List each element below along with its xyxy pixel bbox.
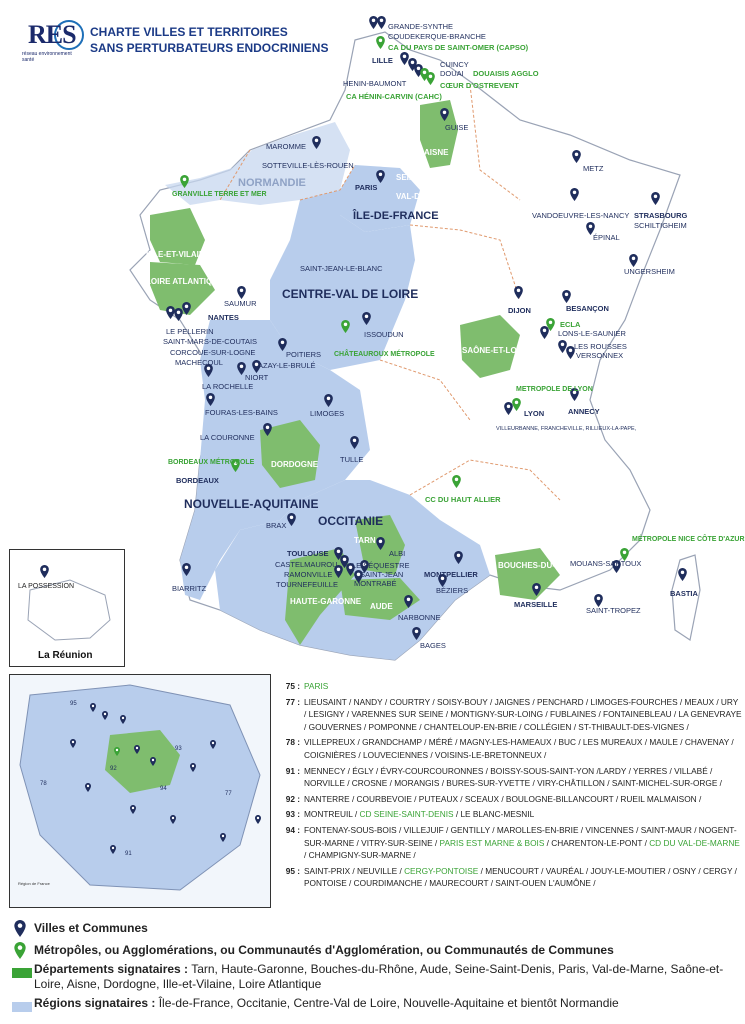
- logo-subtitle: réseau environnement santé: [22, 51, 72, 63]
- city-issoudun: ISSOUDUN: [364, 330, 404, 339]
- idf-inset-map: [10, 675, 270, 907]
- city-versonnex: VERSONNEX: [576, 351, 624, 360]
- idf-caption: Région de France: [18, 881, 50, 886]
- city-sotteville: SOTTEVILLE-LÈS-ROUEN: [262, 161, 354, 170]
- city-la-possession: LA POSSESSION: [18, 583, 75, 590]
- legend-metro-pin-icon: [14, 942, 26, 959]
- city-corcoue: CORCOUE-SUR-LOGNE: [170, 348, 256, 357]
- metro-ostrevent: CŒUR D'OSTREVENT: [440, 81, 519, 90]
- city-mouans: MOUANS-SARTOUX: [570, 559, 642, 568]
- metro-capso: CA DU PAYS DE SAINT-OMER (CAPSO): [388, 43, 529, 52]
- logo-text: RES: [28, 20, 76, 49]
- city-bages: BAGES: [420, 641, 446, 650]
- city-metz: METZ: [583, 164, 604, 173]
- city-vandoeuvre: VANDOEUVRE-LES-NANCY: [532, 211, 630, 220]
- svg-text:78: 78: [40, 781, 47, 787]
- dept-label-sel: SAÔNE-ET-LOIRE: [462, 346, 531, 355]
- metro-lyon: METROPOLE DE LYON: [516, 386, 593, 393]
- city-besancon: BESANÇON: [566, 304, 609, 313]
- city-henin: HENIN-BAUMONT: [343, 79, 407, 88]
- city-niort: NIORT: [245, 373, 269, 382]
- city-st-jean-le-blanc: SAINT-JEAN-LE-BLANC: [300, 264, 383, 273]
- city-cuincy: CUINCY: [440, 60, 469, 69]
- metro-ecla: ECLA: [560, 320, 581, 329]
- dept-label-dordogne: DORDOGNE: [271, 460, 319, 469]
- city-toulouse: TOULOUSE: [287, 549, 329, 558]
- city-lyon: LYON: [524, 409, 545, 418]
- city-saumur: SAUMUR: [224, 299, 257, 308]
- idf-row-95: 95 : SAINT-PRIX / NEUVILLE / CERGY-PONTOISE / MENUCOURT / VAURÉAL / JOUY-LE-MOUTIER / OSNY / CERGY / PONTOISE / COURDIMANCHE / MAURECOURT / SAINT-OUEN L'AUMÔNE /: [285, 865, 737, 889]
- city-nantes: NANTES: [208, 313, 239, 322]
- city-schiltigheim: SCHILTIGHEIM: [634, 221, 687, 230]
- dept-label-vdm: VAL-DE-MARNE: [396, 192, 458, 201]
- dept-label-tarn: TARN: [354, 536, 376, 545]
- svg-text:92: 92: [110, 766, 117, 772]
- dept-label-iev: ILLE-ET-VILAINE: [146, 250, 210, 259]
- dept-label-ssd: SEINE-SAINT-DENIS: [396, 173, 474, 182]
- city-guise: GUISE: [445, 123, 469, 132]
- dept-label-aude: AUDE: [370, 602, 393, 611]
- city-montrabe: MONTRABÉ: [354, 579, 397, 588]
- metro-douaisis: DOUAISIS AGGLO: [473, 69, 539, 78]
- dept-label-la: LOIRE ATLANTIQUE: [146, 277, 224, 286]
- city-tournefeuille: TOURNEFEUILLE: [276, 580, 338, 589]
- legend-regions: [10, 996, 740, 1018]
- dept-label-bdr: BOUCHES-DU-RHÔNE: [498, 561, 584, 570]
- city-tulle: TULLE: [340, 455, 364, 464]
- svg-text:91: 91: [125, 851, 132, 857]
- city-azay: AZAY-LE-BRULÉ: [258, 361, 316, 370]
- city-st-mars: SAINT-MARS-DE-COUTAIS: [163, 337, 258, 346]
- reunion-title: La Réunion: [38, 650, 93, 661]
- city-strasbourg: STRASBOURG: [634, 211, 688, 220]
- city-montpellier: MONTPELLIER: [424, 570, 478, 579]
- city-maromme: MAROMME: [266, 142, 306, 151]
- title-line-1: CHARTE VILLES ET TERRITOIRES: [90, 25, 288, 39]
- city-st-tropez: SAINT-TROPEZ: [586, 606, 641, 615]
- city-bastia: BASTIA: [670, 589, 698, 598]
- idf-row-91: 91 : MENNECY / ÉGLY / ÉVRY-COURCOURONNES / BOISSY-SOUS-SAINT-YON /LARDY / YERRES / VILLABÉ / NORVILLE / CROSNE / MORANGIS / BURES-SUR-YVETTE / VIRY-CHÂTILLON / SAINT-MICHEL-SUR-ORGE /: [285, 765, 722, 789]
- legend-cities: [10, 918, 740, 940]
- legend-departments-text: Tarn, Haute-Garonne, Bouches-du-Rhône, Aude, Seine-Saint-Denis, Paris, Val-de-Marne, Saône-et-Loire, Aisne, Dordogne, Ille-et-Vilaine, Loire Atlantique: [34, 962, 724, 991]
- legend-cities-label: Villes et Communes: [34, 921, 148, 935]
- city-villeurbanne: VILLEURBANNE, FRANCHEVILLE, RILLIEUX-LA-PAPE,: [496, 426, 637, 432]
- legend-metros: [10, 940, 740, 962]
- title-line-2: SANS PERTURBATEURS ENDOCRINIENS: [90, 41, 329, 55]
- city-les-rousses: LES ROUSSES: [574, 342, 627, 351]
- region-label-idf: ÎLE-DE-FRANCE: [353, 210, 439, 222]
- region-label-na: NOUVELLE-AQUITAINE: [184, 497, 319, 511]
- city-beziers: BÉZIERS: [436, 586, 469, 595]
- metro-haut-allier: CC DU HAUT ALLIER: [425, 495, 501, 504]
- legend-departments-label: Départements signataires :: [34, 962, 189, 976]
- city-coudekerque: COUDEKERQUE-BRANCHE: [388, 32, 486, 41]
- legend-department-swatch: [12, 968, 32, 978]
- city-albi: ALBI: [389, 549, 406, 558]
- city-bordeaux: BORDEAUX: [176, 476, 219, 485]
- city-lille: LILLE: [372, 56, 393, 65]
- legend-metros-label: Métropôles, ou Agglomérations, ou Communautés d'Agglomération, ou Communautés de Communes: [34, 943, 614, 957]
- city-douai: DOUAI: [440, 69, 464, 78]
- svg-text:94: 94: [160, 786, 167, 792]
- city-le-pellerin: LE PELLERIN: [166, 327, 214, 336]
- idf-commune-list: [272, 680, 742, 893]
- legend: [10, 918, 740, 1018]
- legend-city-pin-icon: [14, 920, 26, 937]
- legend-departments: [10, 962, 740, 996]
- city-annecy: ANNECY: [568, 407, 600, 416]
- idf-row-93: 93 : MONTREUIL / CD SEINE-SAINT-DENIS / LE BLANC-MESNIL: [285, 809, 535, 820]
- city-ramonville: RAMONVILLE: [284, 570, 333, 579]
- city-narbonne: NARBONNE: [398, 613, 441, 622]
- metro-chateauroux: CHÂTEAUROUX MÉTROPOLE: [334, 351, 435, 358]
- metro-cahc: CA HÉNIN-CARVIN (CAHC): [346, 92, 442, 101]
- svg-text:95: 95: [70, 701, 77, 707]
- legend-regions-text: Île-de-France, Occitanie, Centre-Val de Loire, Nouvelle-Aquitaine et bientôt Normandie: [158, 996, 619, 1010]
- city-epinal: ÉPINAL: [593, 233, 620, 242]
- city-poitiers: POITIERS: [286, 350, 322, 359]
- city-biarritz: BIARRITZ: [172, 584, 207, 593]
- city-le-sequestre: LE SÉQUESTRE: [352, 561, 410, 570]
- dept-label-aisne: AISNE: [424, 148, 449, 157]
- idf-row-94: 94 : FONTENAY-SOUS-BOIS / VILLEJUIF / GENTILLY / MAROLLES-EN-BRIE / VINCENNES / SAINT-MAUR / NOGENT-SUR-MARNE / VITRY-SUR-SEINE / PARIS EST MARNE & BOIS / CHARENTON-LE-PONT / CD DU VAL-DE-MARNE / CHAMPIGNY-SUR-MARNE /: [285, 824, 740, 861]
- city-fouras: FOURAS-LES-BAINS: [205, 408, 278, 417]
- legend-regions-label: Régions signataires :: [34, 996, 156, 1010]
- legend-region-swatch: [12, 1002, 32, 1012]
- idf-row-78: 78 : VILLEPREUX / GRANDCHAMP / MÉRÉ / MAGNY-LES-HAMEAUX / BUC / LES MUREAUX / MAULE / CHAVENAY / COIGNIÈRES / LOUVECIENNES / VOISINS-LE-BRETONNEUX /: [285, 737, 734, 760]
- city-machecoul: MACHECOUL: [175, 358, 223, 367]
- idf-row-75: 75 : PARIS: [285, 681, 329, 691]
- region-label-normandie: NORMANDIE: [238, 177, 306, 189]
- region-label-centre: CENTRE-VAL DE LOIRE: [282, 287, 419, 301]
- idf-row-92: 92 : NANTERRE / COURBEVOIE / PUTEAUX / SCEAUX / BOULOGNE-BILLANCOURT / RUEIL MALMAISON /: [285, 793, 702, 804]
- city-brax: BRAX: [266, 521, 287, 530]
- svg-text:93: 93: [175, 746, 182, 752]
- reunion-inset: [9, 549, 125, 667]
- city-saint-jean: SAINT-JEAN: [360, 570, 404, 579]
- city-dijon: DIJON: [508, 306, 531, 315]
- svg-text:77: 77: [225, 791, 232, 797]
- idf-inset: [9, 674, 271, 908]
- reunion-map: [10, 550, 124, 650]
- city-grande-synthe: GRANDE-SYNTHE: [388, 22, 454, 31]
- city-castelmaurou: CASTELMAUROU: [275, 560, 338, 569]
- city-la-rochelle: LA ROCHELLE: [202, 382, 254, 391]
- city-limoges: LIMOGES: [310, 409, 345, 418]
- city-lons: LONS-LE-SAUNIER: [558, 329, 626, 338]
- city-paris: PARIS: [355, 183, 378, 192]
- metro-nice: MÉTROPOLE NICE CÔTE D'AZUR: [632, 536, 745, 543]
- city-marseille: MARSEILLE: [514, 600, 558, 609]
- metro-bordeaux: BORDEAUX MÉTROPOLE: [168, 459, 255, 466]
- city-la-couronne: LA COURONNE: [200, 433, 255, 442]
- idf-row-77: 77 : LIEUSAINT / NANDY / COURTRY / SOISY-BOUY / JAIGNES / PENCHARD / LIMOGES-FOURCHES / MEAUX / URY / LESIGNY / VARENNES SUR SEINE / MONTIGNY-SUR-LOING / FUBLAINES / FONTAINEBLEAU / LA GENEVRAYE / GOUVERNES / POMPONNE / CHANTELOUP-EN-BRIE / COLLÉGIEN / ST-THIBAULT-DES-VIGNES /: [285, 696, 742, 732]
- metro-granville: GRANVILLE TERRE ET MER: [172, 191, 267, 198]
- region-label-occitanie: OCCITANIE: [318, 514, 384, 528]
- dept-label-hg: HAUTE-GARONNE: [290, 597, 362, 606]
- city-ungersheim: UNGERSHEIM: [624, 267, 675, 276]
